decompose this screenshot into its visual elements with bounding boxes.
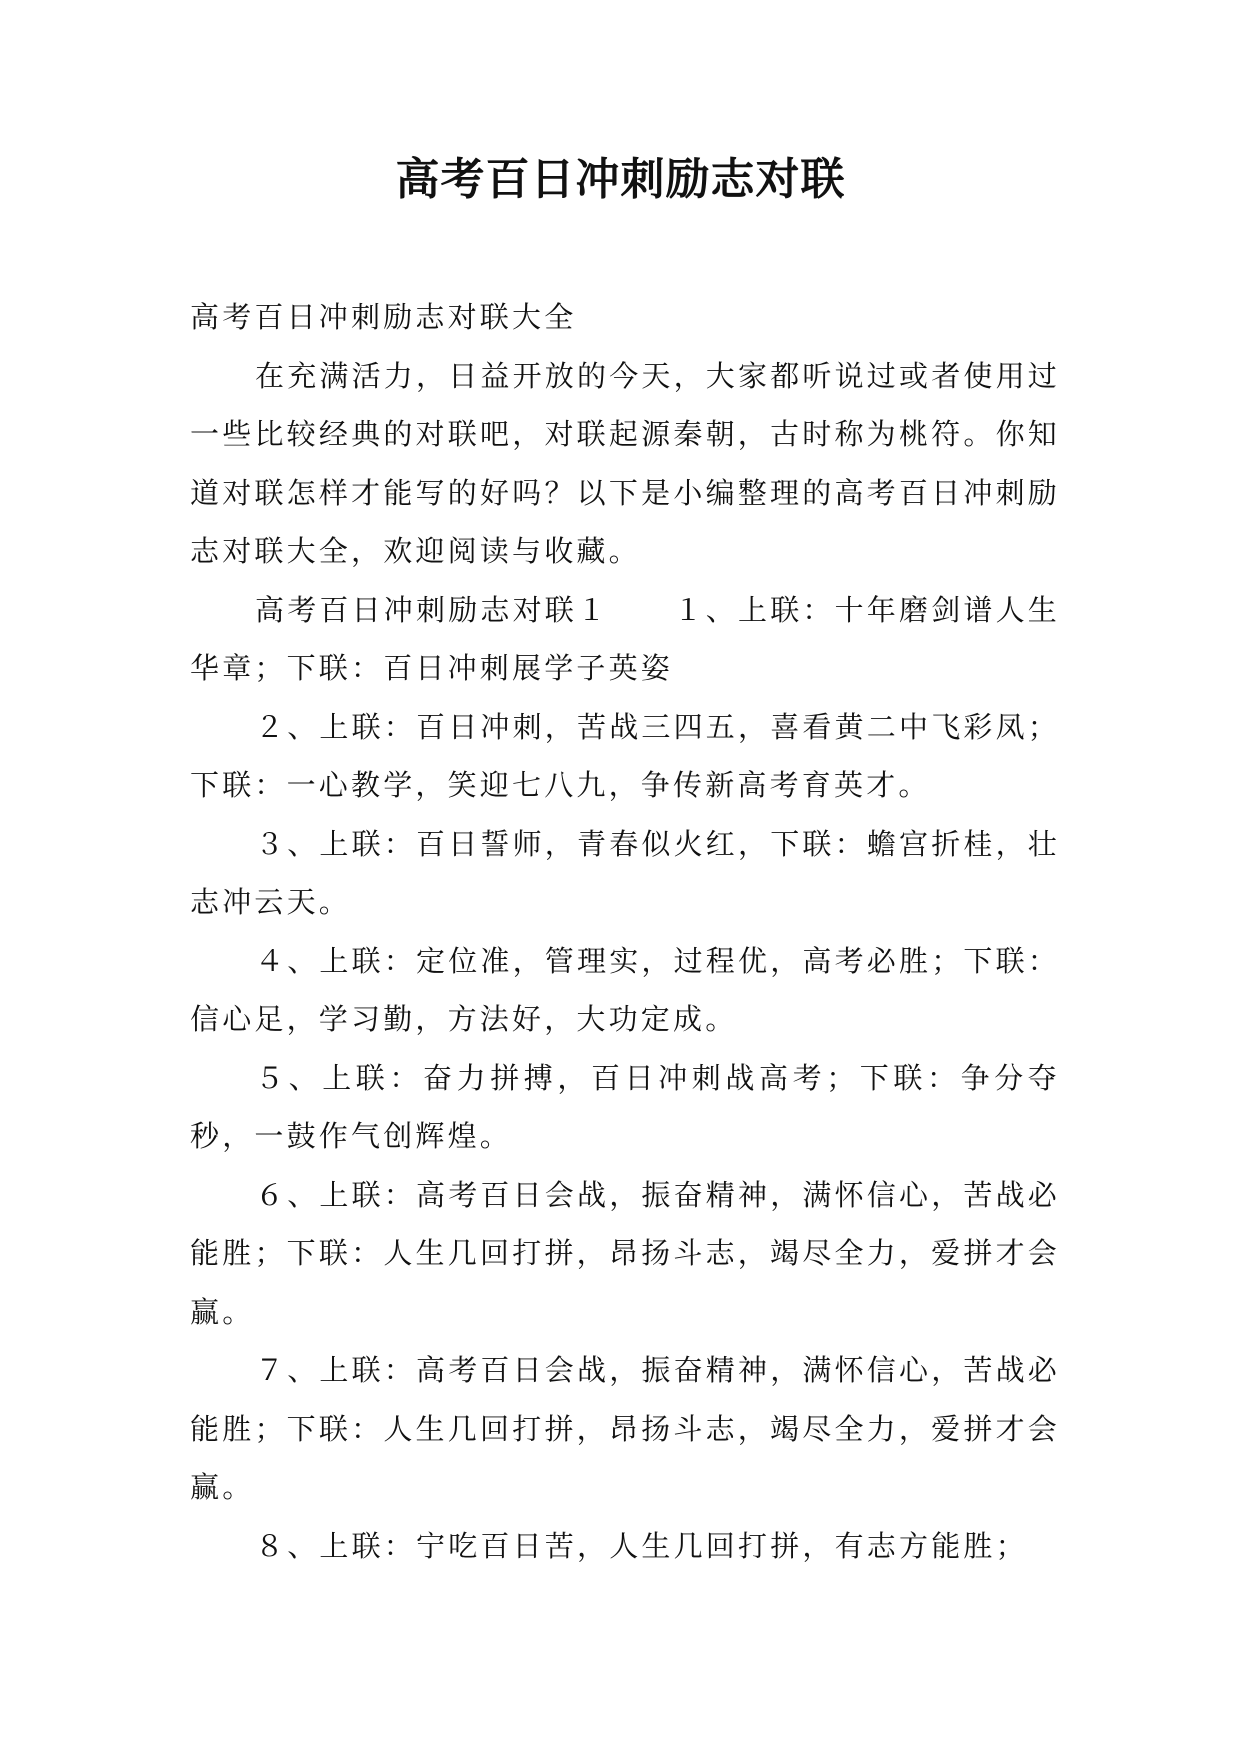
document-title: 高考百日冲刺励志对联	[395, 154, 846, 205]
paragraph-couplet-5: ５、上联：奋力拼搏，百日冲刺战高考；下联：争分夺秒，一鼓作气创辉煌。	[190, 1060, 1060, 1153]
paragraph-couplet-6: ６、上联：高考百日会战，振奋精神，满怀信心，苦战必能胜；下联：人生几回打拼，昂扬斗志，竭尽全力，爱拼才会赢。	[190, 1177, 1061, 1329]
paragraph-couplet-3: ３、上联：百日誓师，青春似火红，下联：蟾宫折桂，壮志冲云天。	[190, 826, 1061, 919]
document-subtitle: 高考百日冲刺励志对联大全	[190, 300, 577, 334]
paragraph-intro: 在充满活力，日益开放的今天，大家都听说过或者使用过一些比较经典的对联吧，对联起源秦朝，古时称为桃符。你知道对联怎样才能写的好吗？以下是小编整理的高考百日冲刺励志对联大全，欢迎阅读与收藏。	[190, 358, 1061, 568]
document-body	[190, 288, 1060, 1575]
paragraph-couplet-7: ７、上联：高考百日会战，振奋精神，满怀信心，苦战必能胜；下联：人生几回打拼，昂扬斗志，竭尽全力，爱拼才会赢。	[190, 1353, 1061, 1504]
paragraph-couplet-8: ８、上联：宁吃百日苦，人生几回打拼，有志方能胜；	[255, 1528, 1028, 1563]
paragraph-couplet-4: ４、上联：定位准，管理实，过程优，高考必胜；下联：信心足，学习勤，方法好，大功定成。	[190, 943, 1061, 1036]
paragraph-couplet-1: 高考百日冲刺励志对联１ １、上联：十年磨剑谱人生华章；下联：百日冲刺展学子英姿	[190, 592, 1061, 685]
paragraph-couplet-2: ２、上联：百日冲刺，苦战三四五，喜看黄二中飞彩凤；下联：一心教学，笑迎七八九，争传新高考育英才。	[190, 709, 1061, 802]
